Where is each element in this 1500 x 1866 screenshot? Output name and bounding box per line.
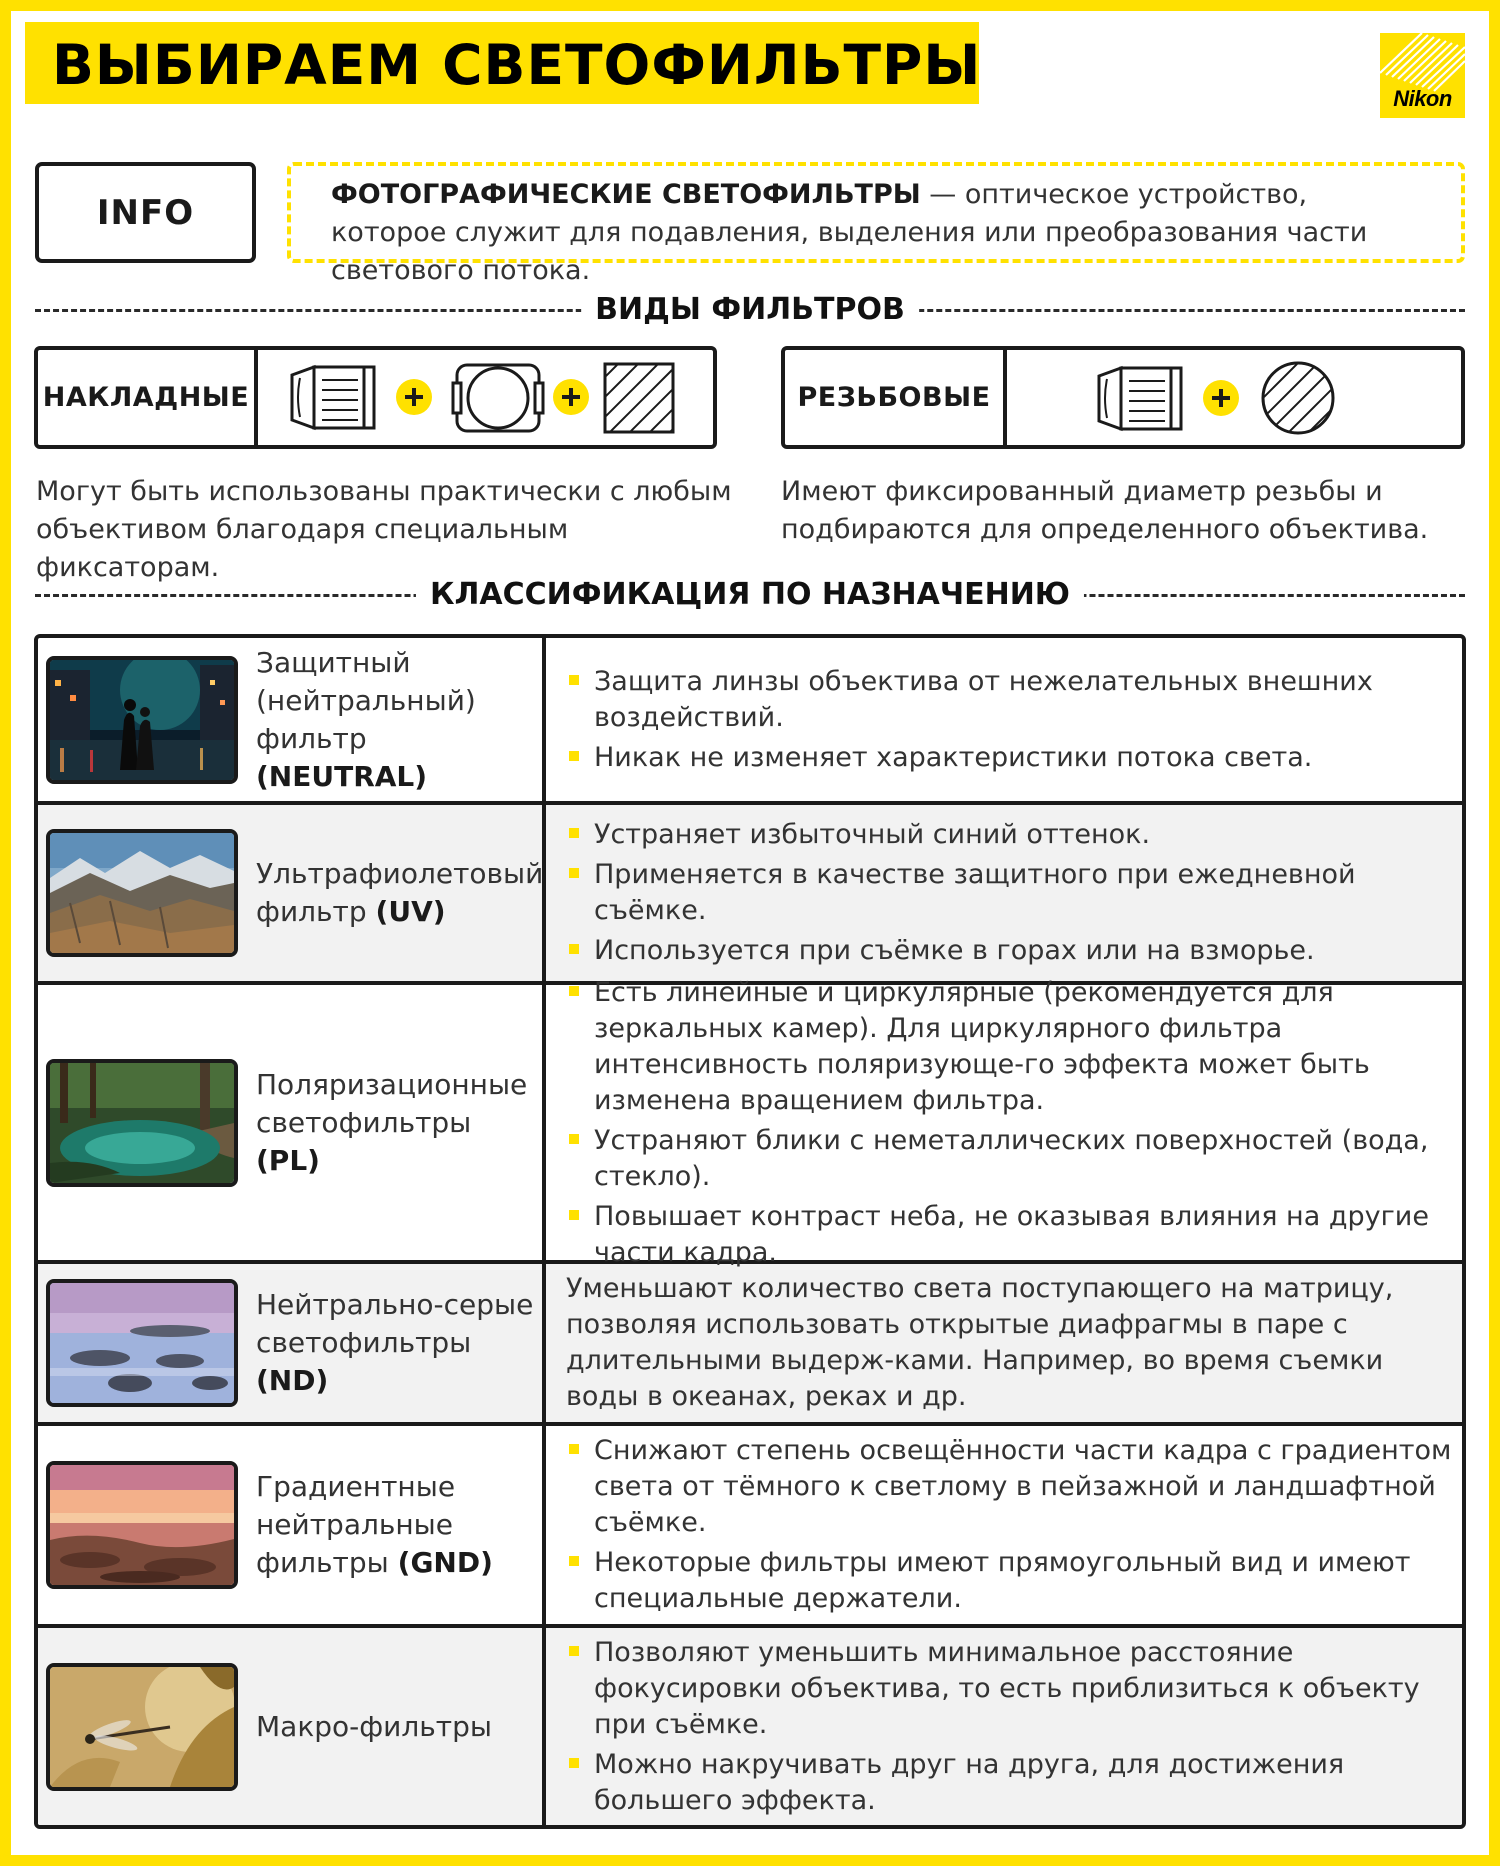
filter-cell — [38, 1264, 546, 1422]
classification-divider — [35, 575, 1465, 615]
type-box-overlay — [34, 346, 717, 449]
filter-cell — [38, 985, 546, 1260]
definition-term: ФОТОГРАФИЧЕСКИЕ СВЕТОФИЛЬТРЫ — [331, 179, 921, 210]
screw-filter-diagram — [1011, 350, 1461, 445]
filter-name-text: Защитный (нейтральный) фильтр — [256, 645, 476, 755]
screw-description: Имеют фиксированный диаметр резьбы и подбираются для определенного объектива. — [781, 476, 1429, 545]
info-label: INFO — [96, 192, 195, 233]
list-item: Повышает контраст неба, не оказывая влияния на другие части кадра. — [566, 1199, 1452, 1271]
definition-text: — оптическое устройство, которое служит для подавления, выделения или преобразования части светового потока. — [331, 179, 1368, 286]
filter-name-text: Ультрафиолетовый фильтр — [256, 857, 544, 928]
logo-text: Nikon — [1393, 86, 1452, 111]
table-row — [38, 1264, 1462, 1426]
list-item: Используется при съёмке в горах или на взморье. — [566, 933, 1452, 969]
filter-name — [256, 1708, 492, 1746]
definition-box — [287, 162, 1465, 286]
filter-name-text: Поляризационные светофильтры — [256, 1067, 528, 1139]
description-cell — [546, 976, 1462, 1268]
classification-heading: КЛАССИФИКАЦИЯ ПО НАЗНАЧЕНИЮ — [416, 575, 1084, 615]
bullet-list — [566, 660, 1452, 780]
bullet-list — [566, 1631, 1452, 1823]
description-cell — [546, 1264, 1462, 1422]
type-name-overlay: НАКЛАДНЫЕ — [38, 350, 258, 445]
plus-icon — [1203, 380, 1239, 416]
table-row — [38, 1628, 1462, 1825]
filter-photo — [46, 1059, 238, 1187]
filter-cell — [38, 805, 546, 981]
table-row — [38, 638, 1462, 805]
info-label-box — [35, 162, 256, 263]
description-cell — [546, 805, 1462, 981]
dragonfly-macro-photo-icon — [50, 1667, 234, 1787]
filter-name — [256, 1468, 542, 1582]
filter-photo — [46, 656, 238, 784]
night-city-photo-icon — [50, 660, 234, 780]
list-item: Позволяют уменьшить минимальное расстояние фокусировки объектива, то есть приблизиться к объекту при съёмке. — [566, 1635, 1452, 1743]
list-item: Снижают степень освещённости части кадра с градиентом света от тёмного к светлому в пейзажной и ландшафтной съёмке. — [566, 1433, 1452, 1541]
classification-table — [34, 634, 1466, 1829]
filter-abbr: (GND) — [397, 1546, 493, 1579]
bullet-list — [566, 813, 1452, 973]
types-heading: ВИДЫ ФИЛЬТРОВ — [581, 290, 919, 330]
nikon-logo — [1380, 33, 1465, 118]
description-cell — [546, 638, 1462, 801]
filter-name — [256, 1286, 542, 1400]
list-item: Можно накручивать друг на друга, для достижения большего эффекта. — [566, 1747, 1452, 1819]
lens-icon — [1099, 368, 1181, 429]
filter-cell — [38, 1426, 546, 1624]
filter-photo — [46, 829, 238, 957]
filter-name — [256, 855, 543, 931]
lens-icon — [292, 367, 374, 428]
table-row — [38, 805, 1462, 985]
type-box-screw — [781, 346, 1465, 449]
filter-abbr: (ND) — [256, 1364, 329, 1397]
page-title: ВЫБИРАЕМ СВЕТОФИЛЬТРЫ — [52, 33, 982, 97]
overlay-description: Могут быть использованы практически с любым объективом благодаря специальным фиксаторам. — [36, 476, 732, 583]
list-item: Устраняет избыточный синий оттенок. — [566, 817, 1452, 853]
table-row — [38, 976, 1462, 1268]
filter-name-text: Макро-фильтры — [256, 1709, 492, 1743]
list-item: Никак не изменяет характеристики потока света. — [566, 740, 1452, 776]
filter-name — [256, 644, 542, 796]
filter-photo — [46, 1461, 238, 1589]
list-item: Устраняют блики с неметаллических поверхностей (вода, стекло). — [566, 1123, 1452, 1195]
filter-abbr: (PL) — [256, 1143, 320, 1177]
bullet-list — [566, 971, 1452, 1275]
type-name-screw: РЕЗЬБОВЫЕ — [785, 350, 1007, 445]
list-item: Некоторые фильтры имеют прямоугольный вид и имеют специальные держатели. — [566, 1545, 1452, 1617]
sunset-coast-photo-icon — [50, 1465, 234, 1585]
list-item: Применяется в качестве защитного при ежедневной съёмке. — [566, 857, 1452, 929]
filter-abbr: (NEUTRAL) — [256, 759, 428, 793]
bullet-list — [566, 1429, 1452, 1621]
plus-icon — [396, 379, 432, 415]
filter-abbr: (UV) — [375, 895, 446, 928]
description-cell — [546, 1426, 1462, 1624]
plus-icon — [553, 379, 589, 415]
filter-photo — [46, 1663, 238, 1791]
filter-holder-icon — [453, 365, 543, 431]
table-row — [38, 1426, 1462, 1628]
mountains-photo-icon — [50, 833, 234, 953]
description-cell — [546, 1628, 1462, 1825]
list-item: Защита линзы объектива от нежелательных внешних воздействий. — [566, 664, 1452, 736]
description-text: Уменьшают количество света поступающего на матрицу, позволяя использовать открытые диафрагмы в паре с длительными выдерж-ками. Например, во время съемки воды в океанах, реках и др. — [566, 1273, 1394, 1412]
filter-photo — [46, 1279, 238, 1407]
filter-name — [256, 1066, 542, 1180]
filter-cell — [38, 638, 546, 801]
filter-cell — [38, 1628, 546, 1825]
filter-name-text: Градиентные нейтральные фильтры — [256, 1470, 456, 1579]
types-divider — [35, 290, 1465, 330]
list-item: Есть линейные и циркулярные (рекомендуется для зеркальных камер). Для циркулярного фильтра интенсивность поляризующе-го эффекта может быть изменена вращением фильтра. — [566, 975, 1452, 1119]
filter-name-text: Нейтрально-серые светофильтры — [256, 1288, 534, 1359]
forest-lake-photo-icon — [50, 1063, 234, 1183]
misty-sea-photo-icon — [50, 1283, 234, 1403]
overlay-filter-diagram — [262, 350, 713, 445]
